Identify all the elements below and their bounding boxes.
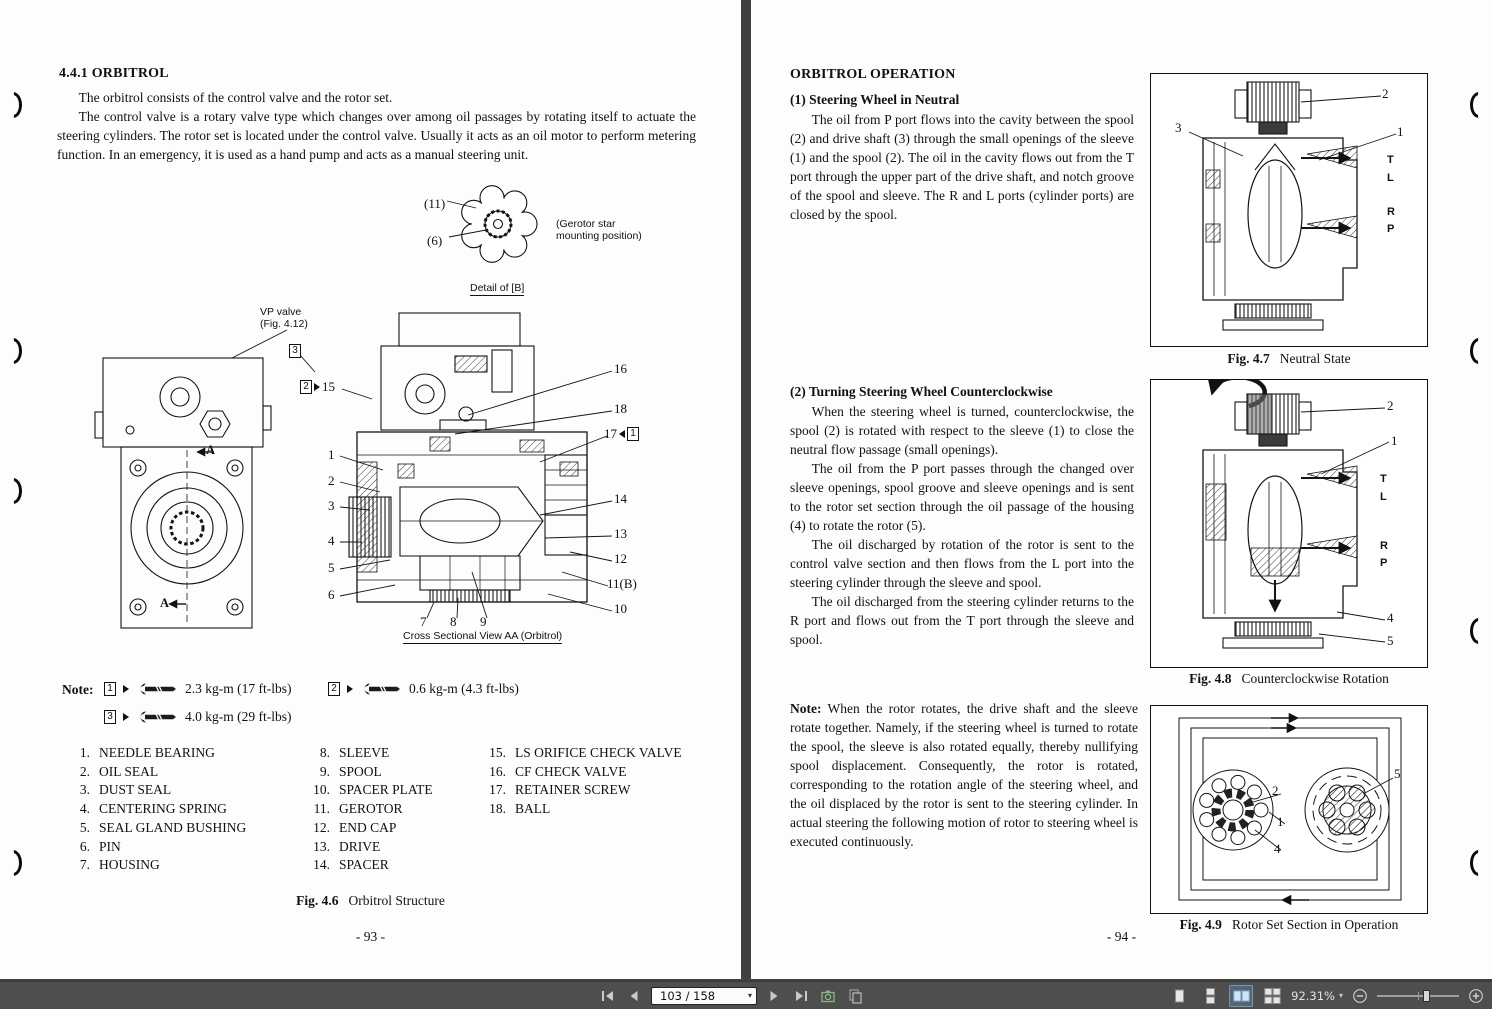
wrench-icon <box>136 682 180 696</box>
page-number-box[interactable] <box>651 987 757 1005</box>
section-mark-a-bottom: A <box>160 596 170 610</box>
torque-value-1: 2.3 kg-m (17 ft-lbs) <box>185 681 292 696</box>
copy-tool-button[interactable] <box>845 986 865 1006</box>
part-item: 3. DUST SEAL <box>79 782 172 798</box>
part-item: 6. PIN <box>79 838 121 854</box>
gerotor-note-line1: (Gerotor star <box>556 218 616 230</box>
note-body: When the rotor rotates, the drive shaft and the sleeve rotate together. Namely, if the steering wheel is turned to rotate the spool, the sleeve is also rotated equally, thereby nullifying spool displacement. Consequently, the rotor is rotated, corresponding to the rotation angle of the steering wheel, and the oil displaced by the rotor is sent to the steering cylinder. In actual steering the following motion of rotor to steering wheel is executed continuously. <box>790 701 1138 849</box>
first-page-icon <box>601 990 614 1002</box>
page-number-value[interactable]: 103 / 158 <box>660 988 716 1003</box>
binder-hole-mark <box>4 478 22 504</box>
torque-spec-2 <box>328 681 519 697</box>
wrench-icon <box>360 682 404 696</box>
callout-7: 7 <box>420 614 427 629</box>
part-item: 12. END CAP <box>313 819 397 835</box>
torque-value-3: 4.0 kg-m (29 ft-lbs) <box>185 709 292 724</box>
part-item: 18. BALL <box>489 801 551 817</box>
note-label: Note: <box>62 682 94 697</box>
binder-hole-mark <box>4 338 22 364</box>
part-item: 1. NEEDLE BEARING <box>79 745 215 760</box>
part-item: 15. LS ORIFICE CHECK VALVE <box>489 745 682 760</box>
fig48-callout-1: 1 <box>1391 433 1398 448</box>
port-label-t: T <box>1380 473 1387 485</box>
callout-8: 8 <box>450 614 457 629</box>
gerotor-note <box>556 218 642 242</box>
figure-4-7 <box>1150 73 1428 347</box>
callout-17: 17 <box>604 426 617 441</box>
figure-caption-4-6 <box>0 893 741 909</box>
note-paragraph <box>790 699 1138 851</box>
ref-box-1: 1 <box>627 427 639 441</box>
part-item: 16. CF CHECK VALVE <box>489 763 627 779</box>
continuous-view-icon <box>1202 988 1219 1004</box>
fig48-callout-4: 4 <box>1387 610 1394 625</box>
continuous-view-button[interactable] <box>1198 985 1222 1007</box>
figure-title: Orbitrol Structure <box>348 893 445 908</box>
fig49-callout-2: 2 <box>1272 783 1279 798</box>
figure-number: Fig. 4.8 <box>1189 671 1232 686</box>
note-label: Note: <box>790 701 822 716</box>
zoom-in-button[interactable] <box>1466 986 1486 1006</box>
part-item: 4. CENTERING SPRING <box>79 801 227 817</box>
wrench-icon <box>136 710 180 724</box>
fig48-callout-2: 2 <box>1387 398 1394 413</box>
ref-box-3: 3 <box>104 710 116 724</box>
callout-10: 10 <box>614 601 627 616</box>
figure-caption-4-8 <box>1150 671 1428 687</box>
port-label-p: P <box>1387 223 1395 235</box>
port-label-r: R <box>1387 206 1395 218</box>
binder-hole-mark <box>1470 338 1488 364</box>
triangle-right-icon <box>347 685 353 693</box>
section-mark-a-top: A <box>206 443 216 457</box>
figure-number: Fig. 4.9 <box>1179 917 1222 932</box>
callout-2: 2 <box>328 473 335 488</box>
fig49-callout-5: 5 <box>1394 766 1401 781</box>
document-page-93 <box>0 0 741 979</box>
fig47-callout-1: 1 <box>1397 124 1404 139</box>
triangle-right-icon <box>123 713 129 721</box>
previous-page-button[interactable] <box>624 986 644 1006</box>
single-page-view-button[interactable] <box>1167 985 1191 1007</box>
binder-hole-mark <box>1470 618 1488 644</box>
part-item: 13. DRIVE <box>313 838 381 854</box>
parts-list-column-3 <box>478 744 682 819</box>
callout-13: 13 <box>614 526 627 541</box>
fig49-callout-4: 4 <box>1274 841 1281 856</box>
zoom-level-control[interactable] <box>1291 989 1343 1003</box>
callout-5: 5 <box>328 560 335 575</box>
ref-box-2: 2 <box>328 682 340 696</box>
callout-4: 4 <box>328 533 335 548</box>
vp-valve-line1: VP valve <box>260 306 302 318</box>
torque-spec-1 <box>104 681 291 697</box>
callout-6: 6 <box>328 587 335 602</box>
fig47-callout-2: 2 <box>1382 86 1389 101</box>
part-item: 8. SLEEVE <box>319 745 390 760</box>
zoom-out-button[interactable] <box>1350 986 1370 1006</box>
figure-title: Rotor Set Section in Operation <box>1231 917 1399 932</box>
callout-16: 16 <box>614 361 627 376</box>
zoom-value[interactable]: 92.31% <box>1291 988 1335 1003</box>
port-label-l: L <box>1380 491 1387 503</box>
cross-section-label: Cross Sectional View AA (Orbitrol) <box>403 630 563 642</box>
zoom-out-icon <box>1352 988 1368 1004</box>
figure-title: Neutral State <box>1279 351 1351 366</box>
binder-hole-mark <box>4 850 22 876</box>
callout-12: 12 <box>614 551 627 566</box>
next-page-icon <box>768 990 780 1002</box>
callout-15: 15 <box>322 379 335 394</box>
figure-number: Fig. 4.7 <box>1227 351 1270 366</box>
paragraph: The oil discharged by rotation of the rotor is sent to the control valve section and then flows from the L port into the steering cylinder through the sleeve and spool. <box>790 537 1134 590</box>
port-label-r: R <box>1380 540 1388 552</box>
parts-list-column-1 <box>66 744 246 875</box>
subsection-1-heading: (1) Steering Wheel in Neutral <box>790 92 960 107</box>
first-page-button[interactable] <box>597 986 617 1006</box>
part-item: 7. HOUSING <box>79 857 160 873</box>
paragraph: The oil from the P port passes through the changed over sleeve openings, spool groove and sleeve openings and is sent to the rotor set section through the oil passage of the housing (4) to rotate the rotor (5). <box>790 461 1134 533</box>
zoom-slider-thumb[interactable] <box>1423 990 1430 1002</box>
callout-1: 1 <box>328 447 335 462</box>
callout-6-top: (6) <box>427 233 443 248</box>
gerotor-note-line2: mounting position) <box>556 230 642 242</box>
fig49-callout-1: 1 <box>1277 814 1284 829</box>
callout-15-group <box>300 379 335 395</box>
zoom-in-icon <box>1468 988 1484 1004</box>
paragraph: The oil discharged from the steering cylinder returns to the R port and flows out from the T port through the sleeve and spool. <box>790 594 1134 647</box>
triangle-right-icon <box>123 685 129 693</box>
figure-caption-4-7 <box>1150 351 1428 367</box>
two-page-continuous-view-icon <box>1264 988 1281 1004</box>
paragraph: The orbitrol consists of the control valve and the rotor set. <box>78 90 393 105</box>
callout-14: 14 <box>614 491 627 506</box>
binder-hole-mark <box>4 92 22 118</box>
part-item: 14. SPACER <box>313 857 389 873</box>
part-item: 10. SPACER PLATE <box>313 782 433 798</box>
intro-paragraphs <box>57 88 696 164</box>
view-and-zoom-controls <box>1167 982 1486 1009</box>
last-page-button[interactable] <box>791 986 811 1006</box>
part-item: 5. SEAL GLAND BUSHING <box>79 819 247 835</box>
zoom-dropdown-caret-icon[interactable]: ▾ <box>1338 991 1343 1000</box>
page-dropdown-caret-icon[interactable]: ▾ <box>747 991 752 1000</box>
subsection-1-body <box>790 110 1134 224</box>
clipboard-icon <box>847 988 863 1004</box>
torque-value-2: 0.6 kg-m (4.3 ft-lbs) <box>409 681 519 696</box>
port-label-t: T <box>1387 154 1394 166</box>
neutral-state-art <box>1151 74 1426 345</box>
two-page-view-button[interactable] <box>1229 985 1253 1007</box>
subsection-2-body <box>790 402 1134 649</box>
paragraph: When the steering wheel is turned, counterclockwise, the spool (2) is rotated with respect to the sleeve (1) to close the neutral flow passage (small openings). <box>790 404 1134 457</box>
detail-of-b-label: Detail of [B] <box>470 282 525 294</box>
figure-4-9 <box>1150 705 1428 914</box>
triangle-right-icon <box>314 383 320 391</box>
parts-list-column-2 <box>306 744 433 875</box>
counterclockwise-rotation-art <box>1151 380 1426 666</box>
zoom-slider-notch <box>1418 992 1419 1000</box>
two-page-view-icon <box>1233 988 1250 1004</box>
figure-4-8 <box>1150 379 1428 668</box>
triangle-left-icon <box>619 430 625 438</box>
vp-valve-line2: (Fig. 4.12) <box>260 318 308 330</box>
torque-spec-3 <box>104 709 291 725</box>
callout-17-group <box>604 426 639 442</box>
binder-hole-mark <box>1470 850 1488 876</box>
fig48-callout-5: 5 <box>1387 633 1394 648</box>
two-page-continuous-view-button[interactable] <box>1260 985 1284 1007</box>
operation-heading: ORBITROL OPERATION <box>790 67 956 82</box>
next-page-button[interactable] <box>764 986 784 1006</box>
callout-11-top: (11) <box>424 196 446 211</box>
part-item: 2. OIL SEAL <box>79 763 159 779</box>
last-page-icon <box>795 990 808 1002</box>
part-item: 9. SPOOL <box>319 763 382 779</box>
figure-number: Fig. 4.6 <box>296 893 339 908</box>
page-number-94: - 94 - <box>1106 929 1137 944</box>
callout-11b: 11(B) <box>607 576 637 591</box>
paragraph: The control valve is a rotary valve type which changes over among oil passages by rotating itself to actuate the steering cylinders. The rotor set is located under the control valve. Usually it acts as an oil motor to perform metering function. In an emergency, it is used as a hand pump and acts as a manual steering unit. <box>57 109 696 162</box>
snapshot-icon <box>820 988 836 1004</box>
fig47-callout-3: 3 <box>1175 120 1182 135</box>
port-label-p: P <box>1380 557 1388 569</box>
rotor-set-section-art <box>1151 706 1426 912</box>
page-navigation <box>597 982 865 1009</box>
ref-box-2: 2 <box>300 380 312 394</box>
figure-title: Counterclockwise Rotation <box>1241 671 1389 686</box>
vp-valve-label <box>260 306 308 330</box>
snapshot-tool-button[interactable] <box>818 986 838 1006</box>
port-label-l: L <box>1387 172 1394 184</box>
callout-9: 9 <box>480 614 487 629</box>
section-heading: 4.4.1 ORBITROL <box>59 66 169 81</box>
viewer-toolbar <box>0 981 1492 1009</box>
single-page-view-icon <box>1171 988 1188 1004</box>
callout-3: 3 <box>328 498 335 513</box>
ref-box-1: 1 <box>104 682 116 696</box>
binder-hole-mark <box>1470 92 1488 118</box>
previous-page-icon <box>628 990 640 1002</box>
subsection-2-heading: (2) Turning Steering Wheel Counterclockwise <box>790 384 1053 399</box>
callout-18: 18 <box>614 401 627 416</box>
ref-box-3: 3 <box>289 344 301 358</box>
document-page-94 <box>751 0 1492 979</box>
zoom-slider[interactable] <box>1377 988 1459 1004</box>
paragraph: The oil from P port flows into the cavity between the spool (2) and drive shaft (3) through the small openings of the sleeve (1) and the spool (2). The oil in the cavity flows out from the T port through the upper part of the drive shaft, and notch groove of the spool and sleeve. The R and L ports (cylinder ports) are closed by the spool. <box>790 112 1134 222</box>
part-item: 17. RETAINER SCREW <box>489 782 631 798</box>
page-number-93: - 93 - <box>355 929 386 944</box>
part-item: 11. GEROTOR <box>313 801 403 817</box>
